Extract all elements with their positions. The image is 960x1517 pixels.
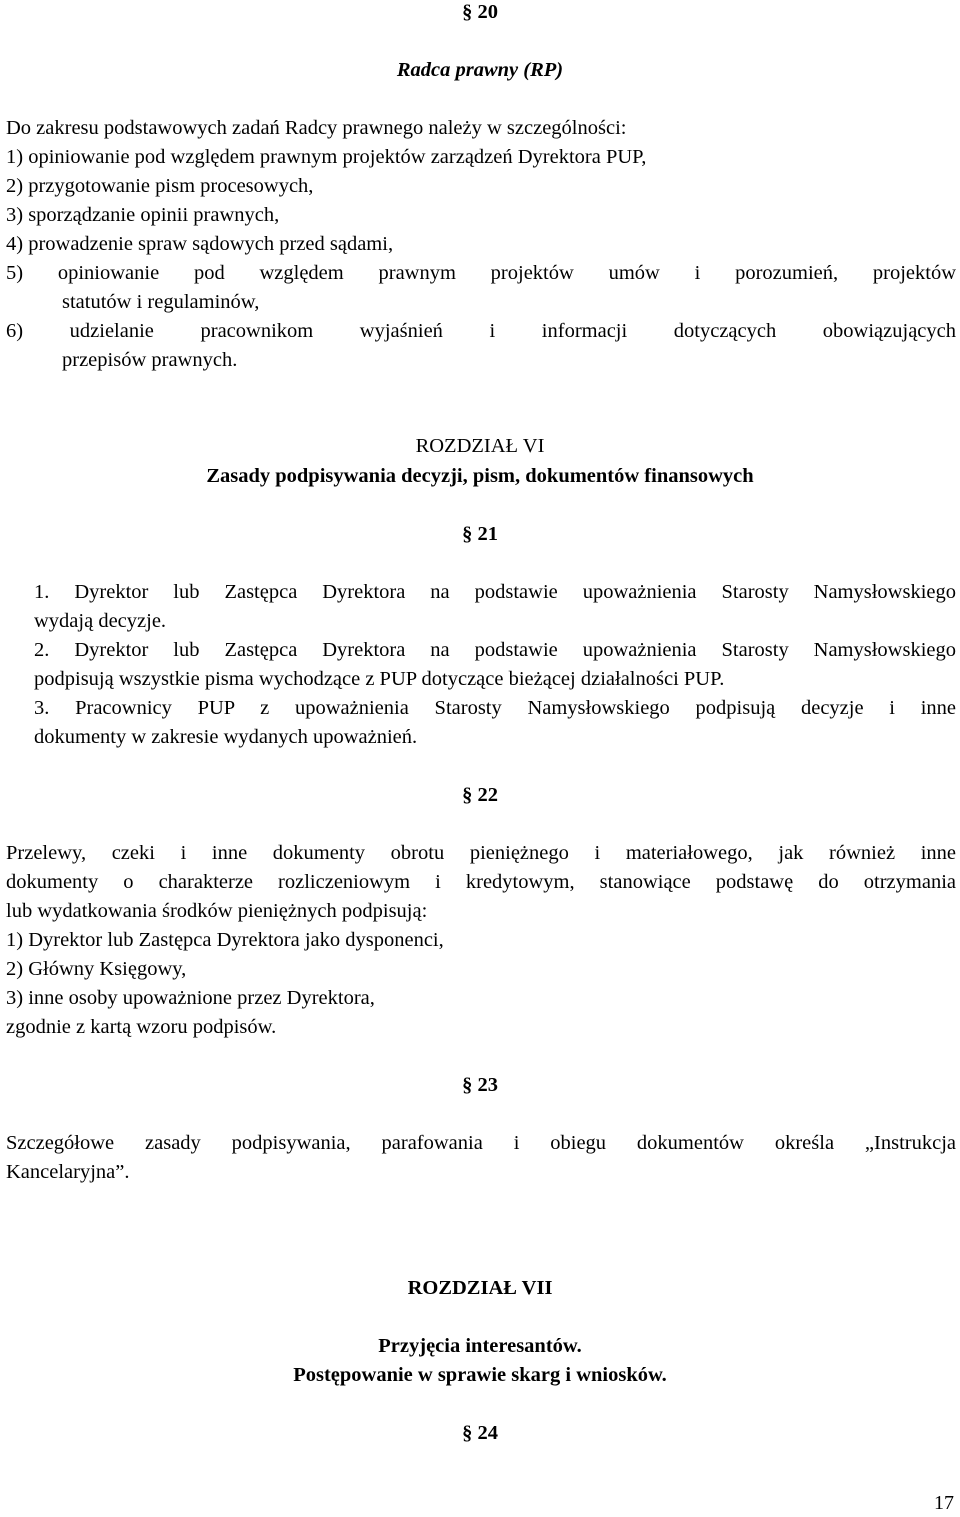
list-item: 2) przygotowanie pism procesowych, [6,175,314,197]
paragraph-22: § 22 [462,784,498,806]
list-item: 1. Dyrektor lub Zastępca Dyrektora na podstawie upoważnienia Starosty Namysłowskiego [34,581,956,603]
section-heading-radca-prawny: Radca prawny (RP) [396,59,564,81]
list-item-continuation: dokumenty w zakresie wydanych upoważnień. [34,726,418,748]
list-item: 3. Pracownicy PUP z upoważnienia Starosty Namysłowskiego podpisują decyzje i inne [34,697,956,719]
list-item-continuation: przepisów prawnych. [62,349,238,371]
list-item-continuation: wydają decyzje. [34,610,167,632]
section-intro: Przelewy, czeki i inne dokumenty obrotu pieniężnego i materiałowego, jak również inne [6,842,956,864]
chapter-heading: ROZDZIAŁ VII [407,1277,553,1299]
list-item: 2) Główny Księgowy, [6,958,187,980]
list-item: 3) inne osoby upoważnione przez Dyrektora, [6,987,375,1009]
section-outro: zgodnie z kartą wzoru podpisów. [6,1016,277,1038]
section-text: Szczegółowe zasady podpisywania, parafowania i obiegu dokumentów określa „Instrukcja [6,1132,956,1154]
list-item-continuation: statutów i regulaminów, [62,291,260,313]
list-item: 4) prowadzenie spraw sądowych przed sądami, [6,233,394,255]
list-item-continuation: podpisują wszystkie pisma wychodzące z PUP dotyczące bieżącej działalności PUP. [34,668,725,690]
list-item: 1) Dyrektor lub Zastępca Dyrektora jako dysponenci, [6,929,444,951]
list-item: 3) sporządzanie opinii prawnych, [6,204,280,226]
section-intro: dokumenty o charakterze rozliczeniowym i kredytowym, stanowiące podstawę do otrzymania [6,871,956,893]
section-intro: lub wydatkowania środków pieniężnych podpisują: [6,900,428,922]
page-number: 17 [934,1492,954,1514]
chapter-title: Zasady podpisywania decyzji, pism, dokumentów finansowych [206,465,754,487]
paragraph-20: § 20 [462,1,498,23]
paragraph-23: § 23 [462,1074,498,1096]
chapter-title: Postępowanie w sprawie skarg i wniosków. [293,1364,667,1386]
chapter-title: Przyjęcia interesantów. [378,1335,582,1357]
list-item: 2. Dyrektor lub Zastępca Dyrektora na podstawie upoważnienia Starosty Namysłowskiego [34,639,956,661]
list-item: 5) opiniowanie pod względem prawnym projektów umów i porozumień, projektów [6,262,956,284]
chapter-heading: ROZDZIAŁ VI [415,435,545,457]
section-intro: Do zakresu podstawowych zadań Radcy prawnego należy w szczególności: [6,117,627,139]
section-text: Kancelaryjna”. [6,1161,130,1183]
list-item: 6) udzielanie pracownikom wyjaśnień i informacji dotyczących obowiązujących [6,320,956,342]
paragraph-24: § 24 [462,1422,498,1444]
paragraph-21: § 21 [462,523,498,545]
list-item: 1) opiniowanie pod względem prawnym projektów zarządzeń Dyrektora PUP, [6,146,647,168]
